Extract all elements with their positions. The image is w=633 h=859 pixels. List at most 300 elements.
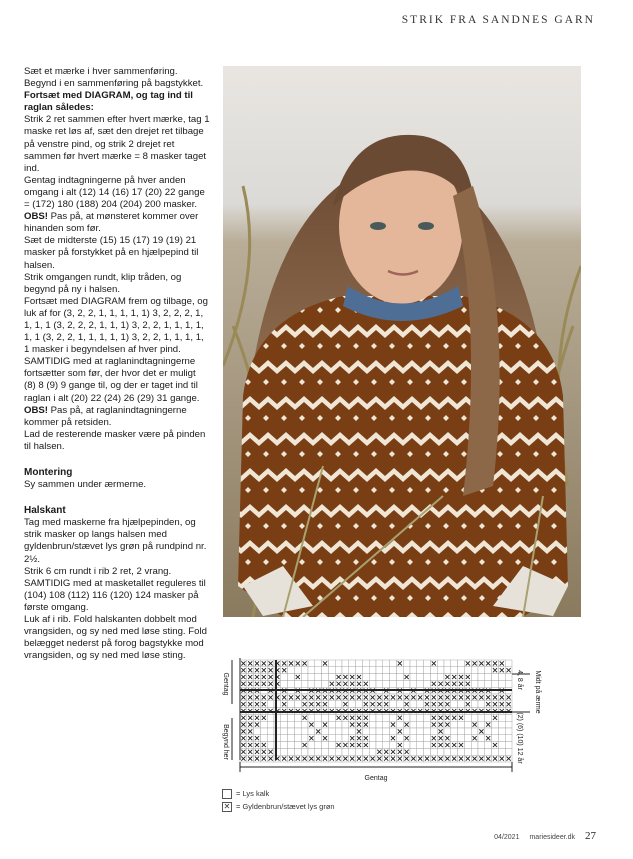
chart-cell — [478, 742, 485, 749]
chart-cell — [458, 748, 465, 755]
chart-cell — [356, 701, 363, 708]
chart-cell — [267, 742, 274, 749]
chart-cell — [396, 735, 403, 742]
chart-cell — [424, 714, 431, 721]
chart-cell — [301, 667, 308, 674]
chart-cell — [294, 735, 301, 742]
chart-cell — [288, 674, 295, 681]
chart-cell — [485, 674, 492, 681]
chart-cell — [356, 667, 363, 674]
chart-cell — [294, 721, 301, 728]
chart-cell — [362, 667, 369, 674]
chart-cell — [294, 728, 301, 735]
chart-cell — [308, 674, 315, 681]
label-sizes-bottom: (2) (6) (10) 12 år — [516, 712, 523, 764]
chart-cell — [492, 748, 499, 755]
chart-cell — [349, 660, 356, 667]
chart-cell — [498, 680, 505, 687]
chart-cell — [417, 660, 424, 667]
chart-cell — [417, 748, 424, 755]
chart-cell — [342, 735, 349, 742]
heading-halskant: Halskant — [24, 505, 66, 517]
chart-cell — [294, 742, 301, 749]
chart-cell — [471, 714, 478, 721]
chart-cell — [390, 728, 397, 735]
chart-cell — [281, 721, 288, 728]
chart-cell — [424, 680, 431, 687]
paragraph: Gentag indtagningerne på hver anden omgang i alt (12) 14 (16) 17 (20) 22 gange = (172) 180 (188) 204 (204) 200 masker. — [24, 174, 205, 211]
chart-cell — [410, 728, 417, 735]
chart-cell — [437, 660, 444, 667]
chart-cell — [390, 714, 397, 721]
paragraph: Sæt et mærke i hver sammenføring. Begynd i en sammenføring på bagstykket. — [24, 66, 204, 90]
chart-cell — [478, 748, 485, 755]
chart-cell — [451, 735, 458, 742]
chart-cell — [335, 728, 342, 735]
chart-cell — [383, 667, 390, 674]
chart-cell — [362, 674, 369, 681]
chart-cell — [322, 680, 329, 687]
chart-cell — [471, 667, 478, 674]
chart-cell — [424, 667, 431, 674]
chart-cell — [294, 701, 301, 708]
label-gentag-left: Gentag — [222, 672, 229, 696]
chart-cell — [505, 674, 512, 681]
chart-cell — [328, 742, 335, 749]
chart-cell — [294, 680, 301, 687]
chart-cell — [451, 748, 458, 755]
chart-cell — [451, 660, 458, 667]
chart-cell — [485, 680, 492, 687]
chart-cell — [417, 674, 424, 681]
chart-cell — [444, 748, 451, 755]
chart-cell — [288, 728, 295, 735]
legend-item-light — [222, 787, 335, 800]
chart-cell — [403, 742, 410, 749]
chart-cell — [505, 660, 512, 667]
chart-cell — [498, 742, 505, 749]
chart-cell — [444, 667, 451, 674]
chart-cell — [437, 674, 444, 681]
chart-cell — [458, 667, 465, 674]
label-sizes-top: 4, 8 år — [516, 670, 523, 690]
chart-cell — [369, 714, 376, 721]
chart-cell — [328, 735, 335, 742]
chart-cell — [505, 735, 512, 742]
chart-cell — [254, 728, 261, 735]
chart-cell — [301, 728, 308, 735]
chart-cell — [335, 701, 342, 708]
chart-cell — [403, 728, 410, 735]
chart-cell — [281, 742, 288, 749]
chart-cell — [464, 667, 471, 674]
chart-cell — [288, 721, 295, 728]
chart-cell — [294, 748, 301, 755]
chart-cell — [390, 674, 397, 681]
chart-cell — [376, 714, 383, 721]
chart-cell — [410, 721, 417, 728]
chart-cell — [471, 701, 478, 708]
chart-cell — [267, 714, 274, 721]
chart-cell — [349, 748, 356, 755]
chart-cell — [424, 735, 431, 742]
note-label: OBS! — [24, 211, 48, 223]
chart-cell — [308, 660, 315, 667]
chart-cell — [315, 735, 322, 742]
chart-cell — [349, 728, 356, 735]
chart-cell — [288, 742, 295, 749]
chart-cell — [498, 748, 505, 755]
note-label: OBS! — [24, 404, 48, 416]
chart-cell — [424, 728, 431, 735]
chart-cell — [383, 680, 390, 687]
legend-light-label: = Lys kalk — [236, 789, 270, 798]
chart-cell — [335, 748, 342, 755]
chart-cell — [390, 701, 397, 708]
chart-cell — [485, 728, 492, 735]
chart-cell — [424, 748, 431, 755]
chart-cell — [349, 701, 356, 708]
chart-cell — [390, 660, 397, 667]
chart-cell — [458, 701, 465, 708]
chart-cell — [478, 701, 485, 708]
chart-cell — [417, 714, 424, 721]
chart-cell — [267, 701, 274, 708]
chart-cell — [308, 714, 315, 721]
chart-cell — [505, 748, 512, 755]
chart-cell — [260, 721, 267, 728]
photo-illustration — [223, 66, 581, 617]
chart-cell — [505, 728, 512, 735]
chart-cell — [328, 667, 335, 674]
chart-cell — [410, 701, 417, 708]
chart-cell — [458, 660, 465, 667]
instructions-column — [24, 66, 210, 662]
chart-cell — [478, 721, 485, 728]
chart-cell — [478, 680, 485, 687]
chart-cell — [498, 728, 505, 735]
chart-cell — [376, 660, 383, 667]
chart-cell — [376, 667, 383, 674]
chart-cell — [424, 742, 431, 749]
chart-cell — [403, 680, 410, 687]
chart-cell — [301, 680, 308, 687]
chart-cell — [281, 674, 288, 681]
chart-cell — [308, 680, 315, 687]
chart-cell — [281, 728, 288, 735]
issue-label: 04/2021 — [494, 834, 520, 841]
chart-cell — [451, 728, 458, 735]
paragraph: Sæt de midterste (15) 15 (17) 19 (19) 21 masker på forstykket på en hjælpepind til halsen. — [24, 235, 199, 271]
chart-cell — [430, 667, 437, 674]
chart-cell — [430, 748, 437, 755]
chart-cell — [328, 728, 335, 735]
chart-cell — [417, 701, 424, 708]
chart-cell — [383, 728, 390, 735]
chart-cell — [390, 667, 397, 674]
sweater-photo — [223, 66, 581, 617]
chart-cell — [288, 735, 295, 742]
chart-cell — [322, 674, 329, 681]
chart-cell — [301, 721, 308, 728]
chart-cell — [356, 748, 363, 755]
cross-swatch-icon: ✕ — [223, 801, 231, 811]
chart-cell — [308, 748, 315, 755]
chart-cell — [396, 667, 403, 674]
chart-cell — [430, 728, 437, 735]
chart-cell — [356, 660, 363, 667]
chart-cell — [342, 721, 349, 728]
paragraph: Lad de resterende masker være på pinden til halsen. — [24, 428, 206, 452]
chart-cell — [464, 742, 471, 749]
chart-cell — [485, 714, 492, 721]
chart-cell — [498, 721, 505, 728]
paragraph: Strik 2 ret sammen efter hvert mærke, tag 1 maske ret løs af, sæt den drejet ret tilbage på venstre pind, og strik 2 drejet ret sammen før hvert mærke = 8 masker taget ind. — [24, 114, 210, 174]
heading-montering: Montering — [24, 467, 73, 478]
legend-item-dark — [222, 800, 335, 813]
note-text: Pas på, at raglanindtagningerne kommer på retsiden. — [24, 404, 187, 428]
chart-cell — [315, 680, 322, 687]
chart-cell — [376, 680, 383, 687]
chart-cell — [369, 748, 376, 755]
chart-cell — [315, 742, 322, 749]
chart-cell — [417, 735, 424, 742]
chart-cell — [383, 714, 390, 721]
chart-cell — [492, 674, 499, 681]
chart-cell — [335, 735, 342, 742]
chart-cell — [505, 714, 512, 721]
chart-cell — [260, 735, 267, 742]
chart-cell — [417, 680, 424, 687]
chart-cell — [328, 721, 335, 728]
chart-cell — [410, 680, 417, 687]
chart-cell — [315, 721, 322, 728]
chart-cell — [281, 714, 288, 721]
chart-cell — [301, 748, 308, 755]
chart-cell — [335, 667, 342, 674]
label-midt: Midt på ærme — [534, 670, 541, 714]
chart-cell — [260, 728, 267, 735]
chart-cell — [315, 660, 322, 667]
chart-cell — [281, 735, 288, 742]
chart-cell — [417, 742, 424, 749]
chart-cell — [485, 667, 492, 674]
chart-cell — [376, 735, 383, 742]
chart-cell — [369, 667, 376, 674]
chart-cell — [410, 667, 417, 674]
chart-cell — [281, 748, 288, 755]
chart-cell — [458, 721, 465, 728]
chart-cell — [505, 680, 512, 687]
chart-cell — [410, 714, 417, 721]
chart-cell — [322, 714, 329, 721]
chart-cell — [308, 742, 315, 749]
label-begynd-her: Begynd her — [222, 724, 229, 760]
chart-cell — [376, 742, 383, 749]
chart-cell — [342, 748, 349, 755]
chart-cell — [328, 660, 335, 667]
page-header: STRIK FRA SANDNES GARN — [401, 14, 595, 26]
chart-cell — [424, 660, 431, 667]
chart-cell — [464, 735, 471, 742]
chart-cell — [281, 680, 288, 687]
chart-cell — [294, 714, 301, 721]
chart-cell — [458, 735, 465, 742]
chart-cell — [505, 742, 512, 749]
chart-cell — [369, 735, 376, 742]
chart-cell — [485, 748, 492, 755]
chart-cell — [464, 748, 471, 755]
paragraph: Strik 6 cm rundt i rib 2 ret, 2 vrang. SAMTIDIG med at masketallet reguleres til (104) 108 (112) 116 (120) 124 masker på første omgang. — [24, 565, 206, 613]
chart-legend — [222, 787, 335, 813]
chart-cell — [328, 674, 335, 681]
chart-cell — [390, 742, 397, 749]
chart-cell — [478, 674, 485, 681]
chart-cell — [288, 680, 295, 687]
chart-cell — [369, 660, 376, 667]
chart-cell — [471, 728, 478, 735]
chart-cell — [301, 735, 308, 742]
label-gentag-bottom: Gentag — [364, 775, 388, 782]
chart-cell — [478, 735, 485, 742]
chart-cell — [383, 742, 390, 749]
chart-cell — [369, 728, 376, 735]
chart-cell — [315, 714, 322, 721]
chart-cell — [471, 748, 478, 755]
chart-cell — [451, 701, 458, 708]
paragraph: Tag med maskerne fra hjælpepinden, og strik masker op langs halsen med gyldenbrun/stævet lys grøn på rundpind nr. 2½. — [24, 517, 207, 565]
chart-cell — [390, 680, 397, 687]
chart-cell — [362, 748, 369, 755]
chart-cell — [424, 721, 431, 728]
chart-cell — [492, 735, 499, 742]
chart-cell — [498, 674, 505, 681]
chart-cell — [471, 742, 478, 749]
chart-cell — [430, 674, 437, 681]
chart-cell — [288, 701, 295, 708]
paragraph: Fortsæt med DIAGRAM frem og tilbage, og luk af for (3, 2, 2, 1, 1, 1, 1, 1) 3, 2, 2, 2, 1, 1, 1, 1 (3, 2, 2, 2, 1, 1, 1) 3, 2, 2, 1, 1, 1, 1, 1, 1 (3, 2, 2, 1, 1, 1, 1, 1) 3, 2, 2, 1, 1, 1, 1, 1 masker i begyndelsen af hver pind. SAMTIDIG med at raglanindtagningerne fortsætter som før, der hvor det er muligt (8) 8 (9) 9 gange til, og der er taget ind til raglan i alt (20) 22 (24) 26 (29) 31 gange. — [24, 295, 208, 404]
chart-cell — [369, 674, 376, 681]
chart-cell — [478, 667, 485, 674]
chart-cell — [417, 667, 424, 674]
chart-cell — [349, 667, 356, 674]
chart-cell — [492, 680, 499, 687]
chart-cell — [437, 748, 444, 755]
chart-cell — [471, 680, 478, 687]
chart-cell — [417, 728, 424, 735]
chart-cell — [315, 674, 322, 681]
chart-cell — [383, 660, 390, 667]
chart-cell — [403, 714, 410, 721]
chart-cell — [464, 728, 471, 735]
chart-cell — [288, 667, 295, 674]
chart-cell — [471, 674, 478, 681]
chart-cell — [410, 748, 417, 755]
chart-cell — [410, 674, 417, 681]
chart-cell — [485, 742, 492, 749]
chart-cell — [335, 721, 342, 728]
chart-cell — [288, 714, 295, 721]
page-number: 27 — [585, 830, 596, 842]
chart-cell — [301, 674, 308, 681]
chart-cell — [410, 735, 417, 742]
chart-cell — [315, 667, 322, 674]
chart-cell — [362, 728, 369, 735]
site-label: mariesideer.dk — [529, 834, 575, 841]
note-text: Pas på, at mønsteret kommer over hinanden som før. — [24, 211, 199, 235]
chart-cell — [396, 721, 403, 728]
chart-cell — [369, 721, 376, 728]
chart-cell — [505, 721, 512, 728]
chart-cell — [267, 721, 274, 728]
page-footer — [494, 830, 596, 842]
chart-cell — [383, 735, 390, 742]
chart-cell — [308, 667, 315, 674]
chart-cell — [267, 735, 274, 742]
chart-cell — [288, 748, 295, 755]
chart-cell — [492, 728, 499, 735]
chart-cell — [322, 742, 329, 749]
chart-cell — [369, 742, 376, 749]
chart-cell — [498, 714, 505, 721]
legend-dark-label: = Gyldenbrun/stævet lys grøn — [236, 802, 335, 811]
paragraph-note — [24, 211, 210, 235]
chart-cell — [444, 728, 451, 735]
chart-cell — [376, 721, 383, 728]
chart-cell — [362, 660, 369, 667]
chart-cell — [424, 674, 431, 681]
chart-cell — [458, 728, 465, 735]
chart-cell — [322, 748, 329, 755]
chart-cell — [383, 721, 390, 728]
paragraph-bold: Fortsæt med DIAGRAM, og tag ind til raglan således: — [24, 90, 193, 114]
chart-cell — [328, 701, 335, 708]
chart-cell — [403, 660, 410, 667]
chart-cell — [294, 667, 301, 674]
chart-cell — [328, 748, 335, 755]
chart-cell — [417, 721, 424, 728]
chart-cell — [451, 667, 458, 674]
light-swatch-icon — [222, 789, 232, 799]
paragraph: Sy sammen under ærmerne. — [24, 479, 147, 491]
chart-cell — [328, 714, 335, 721]
chart-cell — [267, 728, 274, 735]
chart-cell — [342, 728, 349, 735]
chart-cell — [478, 714, 485, 721]
chart-cell — [315, 748, 322, 755]
chart-cell — [464, 714, 471, 721]
chart-cell — [464, 721, 471, 728]
chart-cell — [437, 667, 444, 674]
chart-cell — [369, 680, 376, 687]
chart-cell — [335, 660, 342, 667]
paragraph-note — [24, 405, 210, 429]
paragraph: Strik omgangen rundt, klip tråden, og begynd på ny i halsen. — [24, 271, 182, 295]
chart-cell — [410, 660, 417, 667]
chart-cell — [322, 728, 329, 735]
chart-cell — [376, 674, 383, 681]
chart-cell — [498, 735, 505, 742]
chart-cell — [342, 660, 349, 667]
chart-cell — [308, 728, 315, 735]
chart-cell — [376, 728, 383, 735]
chart-cell — [342, 667, 349, 674]
paragraph: Luk af i rib. Fold halskanten dobbelt mod vrangsiden, og sy ned med løse sting. Fold belægget nederst på forog bagstykke mod vrangsiden, og sy ned med løse sting. — [24, 614, 207, 662]
chart-cell — [322, 667, 329, 674]
chart-cell — [396, 674, 403, 681]
chart-cell — [410, 742, 417, 749]
chart-cell — [383, 674, 390, 681]
